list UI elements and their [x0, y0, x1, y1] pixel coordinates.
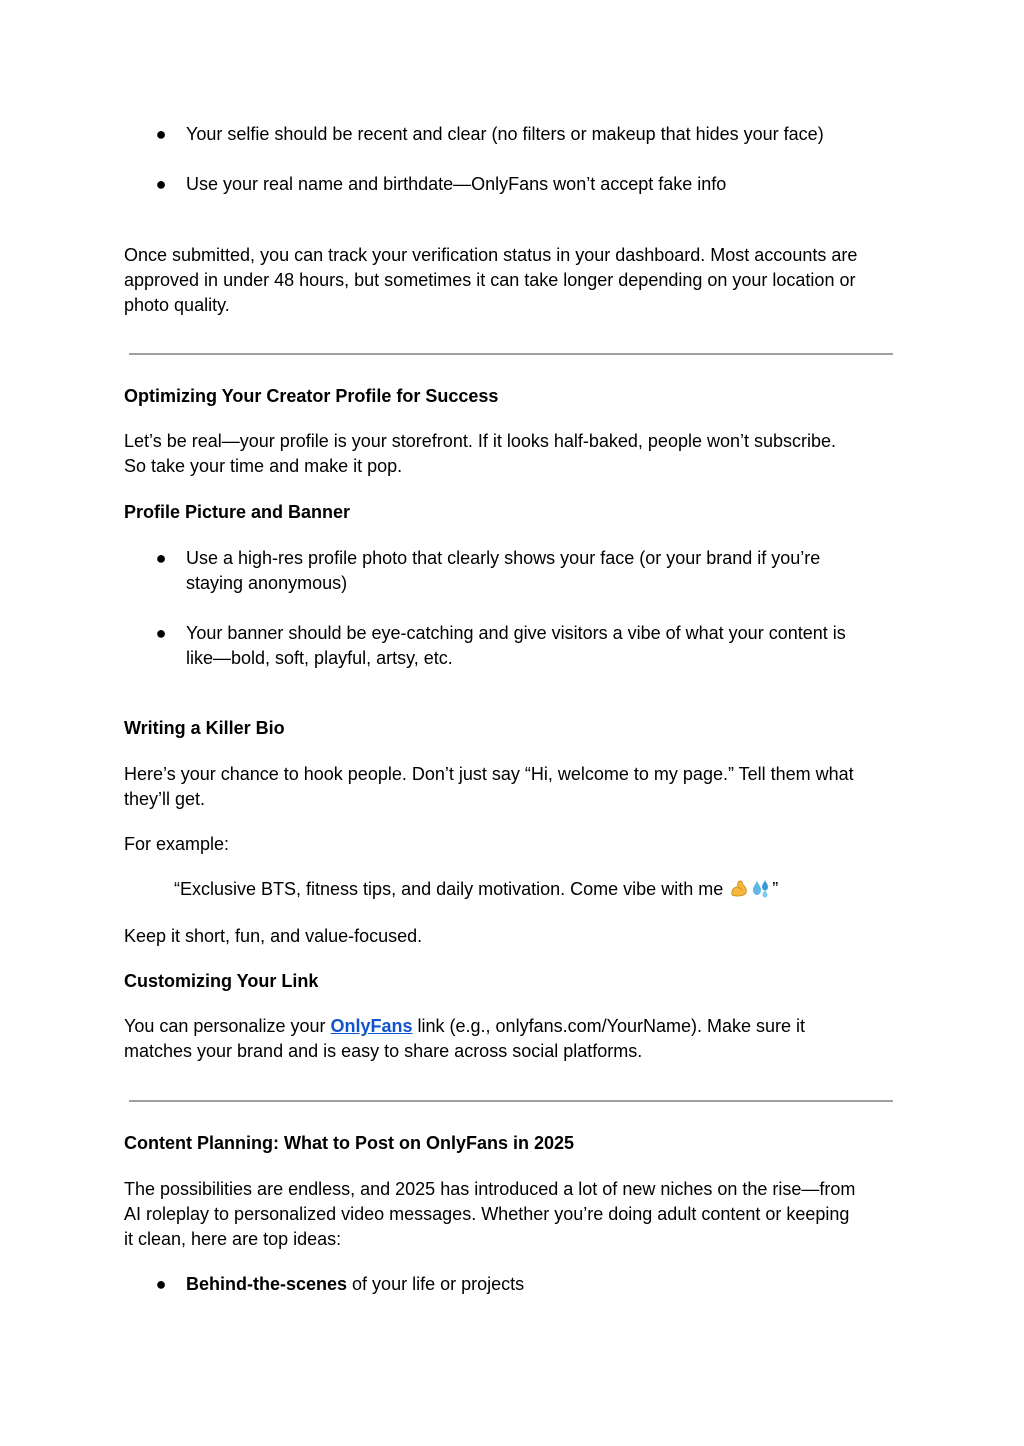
paragraph-line: it clean, here are top ideas:	[124, 1229, 342, 1249]
paragraph-line: Once submitted, you can track your verification status in your dashboard. Most accounts are	[124, 245, 858, 265]
bullet-icon: ●	[155, 548, 167, 568]
section-heading: Optimizing Your Creator Profile for Success	[124, 386, 499, 406]
bullet-icon: ●	[155, 623, 167, 643]
section-heading: Content Planning: What to Post on OnlyFans in 2025	[124, 1133, 575, 1153]
list-item-rest: of your life or projects	[347, 1274, 525, 1294]
bio-example-quote	[174, 877, 894, 902]
paragraph-line: photo quality.	[124, 295, 230, 315]
paragraph-line: Here’s your chance to hook people. Don’t just say “Hi, welcome to my page.” Tell them what	[124, 764, 854, 784]
list-item-line: Use a high-res profile photo that clearly shows your face (or your brand if you’re	[186, 548, 821, 568]
keep-it-short-text: Keep it short, fun, and value-focused.	[124, 926, 423, 946]
subheading-profile-picture: Profile Picture and Banner	[124, 502, 351, 522]
paragraph-line: So take your time and make it pop.	[124, 456, 403, 476]
paragraph-line: AI roleplay to personalized video messages. Whether you’re doing adult content or keeping	[124, 1204, 850, 1224]
quote-end: ”	[772, 879, 779, 899]
paragraph-line: matches your brand and is easy to share across social platforms.	[124, 1041, 643, 1061]
list-item-text: Use your real name and birthdate—OnlyFans won’t accept fake info	[186, 174, 727, 194]
verification-paragraph	[124, 243, 904, 318]
paragraph-line: Let’s be real—your profile is your storefront. If it looks half-baked, people won’t subscribe.	[124, 431, 837, 451]
list-item-text	[186, 546, 906, 596]
content-intro-paragraph	[124, 1177, 904, 1252]
bullet-icon: ●	[155, 174, 167, 194]
subheading-killer-bio: Writing a Killer Bio	[124, 718, 285, 738]
horizontal-divider	[129, 1100, 893, 1102]
horizontal-divider	[129, 353, 893, 355]
sweat-droplets-emoji	[751, 878, 771, 898]
list-item-line: like—bold, soft, playful, artsy, etc.	[186, 648, 453, 668]
paragraph-line: The possibilities are endless, and 2025 has introduced a lot of new niches on the rise—from	[124, 1179, 856, 1199]
list-item-text	[186, 621, 906, 671]
bio-intro-paragraph	[124, 762, 904, 812]
quote-text: “Exclusive BTS, fitness tips, and daily motivation. Come vibe with me	[174, 879, 729, 899]
subheading-customizing-link: Customizing Your Link	[124, 971, 319, 991]
for-example-text: For example:	[124, 834, 230, 854]
flexed-biceps-emoji	[729, 878, 749, 898]
paragraph-line: they’ll get.	[124, 789, 206, 809]
bullet-icon: ●	[155, 1274, 167, 1294]
link-text-before: You can personalize your	[124, 1016, 331, 1036]
list-item-line: Your banner should be eye-catching and give visitors a vibe of what your content is	[186, 623, 846, 643]
link-paragraph	[124, 1014, 904, 1064]
link-text-after: link (e.g., onlyfans.com/YourName). Make sure it	[412, 1016, 806, 1036]
list-item-bold: Behind-the-scenes	[186, 1274, 348, 1294]
list-item-text	[186, 1272, 906, 1297]
paragraph-line	[124, 1014, 904, 1039]
onlyfans-link[interactable]: OnlyFans	[330, 1016, 413, 1036]
bullet-icon: ●	[155, 124, 167, 144]
list-item-text: Your selfie should be recent and clear (no filters or makeup that hides your face)	[186, 124, 824, 144]
profile-intro-paragraph	[124, 429, 904, 479]
list-item-line: staying anonymous)	[186, 573, 348, 593]
paragraph-line: approved in under 48 hours, but sometimes it can take longer depending on your location or	[124, 270, 856, 290]
